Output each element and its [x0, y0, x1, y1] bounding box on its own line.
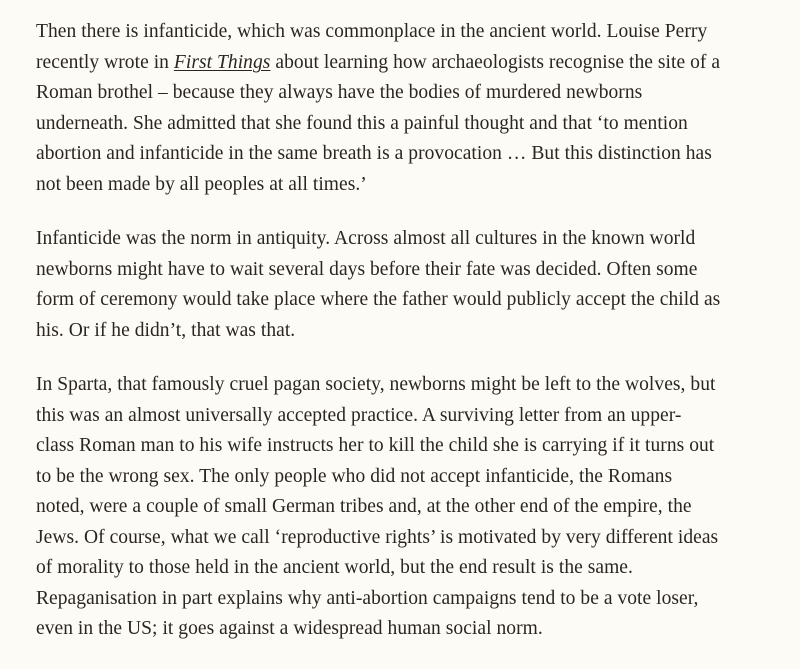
paragraph-3-line-7: of morality to those held in the ancient world, but the end result is the same.: [36, 557, 633, 578]
paragraph-3-line-5: noted, were a couple of small German tribes and, at the other end of the empire, the: [36, 496, 692, 517]
paragraph-2-line-2: newborns might have to wait several days before their fate was decided. Often some: [36, 258, 698, 280]
paragraph-3-line-1: In Sparta, that famously cruel pagan society, newborns might be left to the wolves, but: [36, 374, 716, 395]
paragraph-1-line-2: [36, 48, 786, 79]
paragraph-1-line-4: underneath. She admitted that she found this a painful thought and that ‘to mention: [36, 112, 688, 134]
paragraph-2: [36, 224, 786, 346]
paragraph-1-line-1: Then there is infanticide, which was commonplace in the ancient world. Louise Perry: [36, 21, 708, 42]
paragraph-2-line-4: his. Or if he didn’t, that was that.: [36, 319, 296, 341]
paragraph-2-line-3: form of ceremony would take place where the father would publicly accept the child as: [36, 289, 721, 310]
article-body: [36, 17, 786, 669]
paragraph-3-line-4: to be the wrong sex. The only people who did not accept infanticide, the Romans: [36, 465, 673, 487]
first-things-link[interactable]: First Things: [173, 51, 271, 73]
paragraph-1: [36, 17, 786, 200]
line-suffix: about learning how archaeologists recognise the site of a: [275, 51, 721, 73]
paragraph-1-line-5: abortion and infanticide in the same breath is a provocation … But this distinction has: [36, 143, 712, 164]
paragraph-3-line-8: Repaganisation in part explains why anti-abortion campaigns tend to be a vote loser,: [36, 587, 699, 609]
paragraph-3-line-6: Jews. Of course, what we call ‘reproductive rights’ is motivated by very different ideas: [36, 526, 719, 548]
line-prefix: recently wrote in: [36, 51, 169, 73]
paragraph-3: [36, 370, 786, 645]
paragraph-2-line-1: Infanticide was the norm in antiquity. Across almost all cultures in the known world: [36, 228, 696, 249]
paragraph-3-line-9: even in the US; it goes against a widespread human social norm.: [36, 618, 543, 639]
paragraph-1-line-3: Roman brothel – because they always have the bodies of murdered newborns: [36, 82, 643, 103]
paragraph-1-line-6: not been made by all peoples at all times.’: [36, 173, 367, 195]
paragraph-3-line-3: class Roman man to his wife instructs her to kill the child she is carrying if it turns out: [36, 435, 715, 456]
paragraph-3-line-2: this was an almost universally accepted practice. A surviving letter from an upper-: [36, 404, 682, 426]
